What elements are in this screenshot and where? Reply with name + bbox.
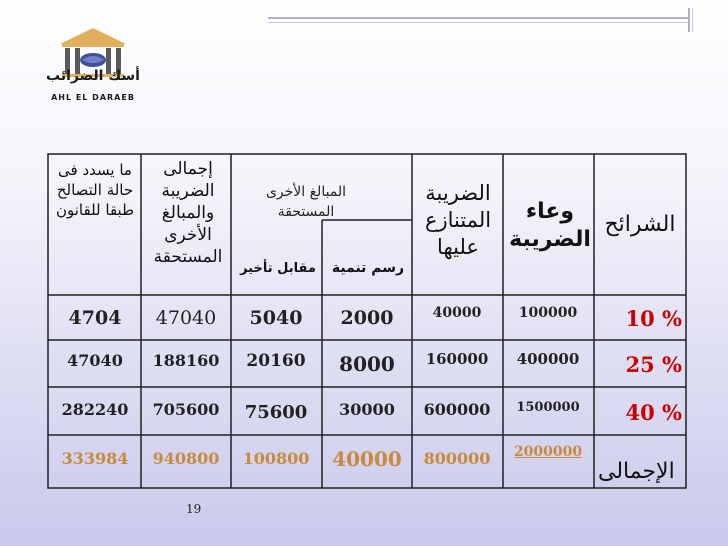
row2-disputed-tax: 160000 (425, 350, 489, 368)
total-tax-base: 2000000 (513, 444, 583, 460)
total-row-label: الإجمالى (598, 459, 675, 484)
total-disputed-tax: 800000 (423, 448, 491, 468)
row3-tax-base: 1500000 (516, 399, 580, 415)
row3-development-fee: 30000 (339, 399, 395, 419)
row1-total-tax: 47040 (155, 307, 217, 329)
header-total-tax: إجمالى الضريبة والمبالغ الأخرى المستحقة (153, 159, 223, 267)
header-tax-base: وعاء الضريبة (509, 199, 591, 252)
row1-tax-base: 100000 (518, 305, 578, 321)
row3-total-tax: 705600 (152, 399, 220, 419)
logo-arabic-name: أسك الضرائب (46, 68, 140, 84)
header-delay-penalty: مقابل تأخير (240, 260, 316, 276)
row3-disputed-tax: 600000 (423, 399, 491, 419)
page-number: 19 (186, 502, 202, 516)
row1-development-fee: 2000 (340, 307, 394, 329)
row3-payable: 282240 (61, 399, 129, 419)
logo-english-name: AHL EL DARAEB (51, 93, 135, 102)
row2-payable: 47040 (67, 350, 123, 370)
header-brackets: الشرائح (604, 212, 676, 237)
row2-bracket: 25 % (625, 351, 682, 377)
row3-delay-penalty: 75600 (244, 401, 308, 423)
row2-total-tax: 188160 (152, 350, 220, 370)
row3-bracket: 40 % (625, 399, 682, 425)
header-development-fee: رسم تنمية (331, 260, 405, 276)
row1-disputed-tax: 40000 (432, 305, 482, 321)
row2-delay-penalty: 20160 (246, 351, 306, 371)
total-development-fee: 40000 (332, 447, 402, 471)
header-other-amounts: المبالغ الأخرى المستحقة (265, 184, 347, 220)
header-disputed-tax: الضريبة المتنازع عليها (424, 180, 492, 259)
row1-bracket: 10 % (625, 305, 682, 331)
row1-delay-penalty: 5040 (249, 307, 303, 329)
row2-development-fee: 8000 (339, 352, 395, 376)
total-delay-penalty: 100800 (242, 448, 310, 468)
header-payable: ما يسدد فى حالة التصالح طبقا للقانون (55, 161, 135, 219)
row2-tax-base: 400000 (516, 350, 580, 368)
row1-payable: 4704 (68, 307, 122, 329)
total-total-tax: 940800 (152, 448, 220, 468)
total-payable: 333984 (61, 448, 129, 468)
